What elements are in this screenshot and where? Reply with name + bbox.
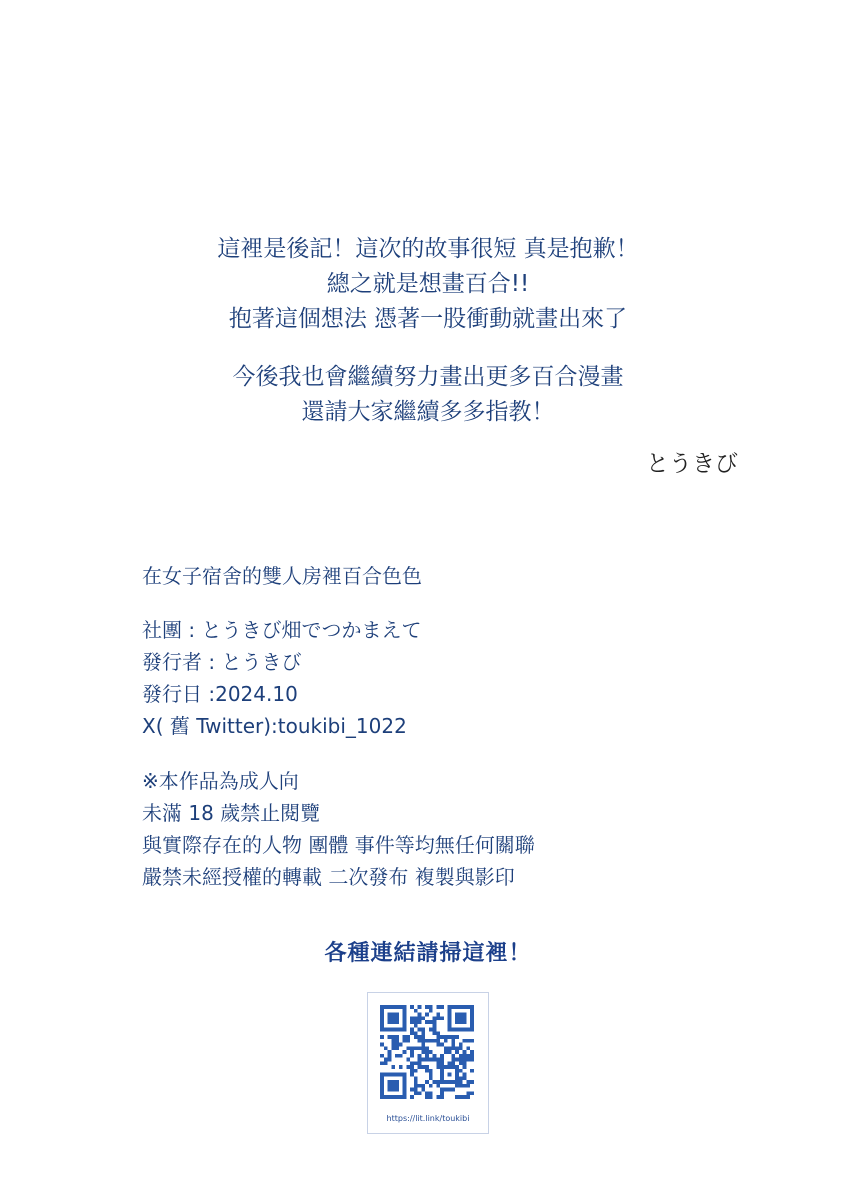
author-signature: とうきび	[646, 451, 738, 477]
publish-date: 發行日 :2024.10	[142, 682, 298, 706]
afterword-line: 抱著這個想法 憑著一股衝動就畫出來了	[228, 306, 628, 332]
notice-line: 與實際存在的人物 團體 事件等均無任何關聯	[142, 833, 535, 857]
afterword-line: 還請大家繼續多多指教！	[301, 399, 555, 425]
qr-code-icon	[380, 1005, 474, 1099]
notice-line: 嚴禁未經授權的轉載 二次發布 複製與影印	[142, 865, 515, 889]
publication-info	[142, 614, 762, 742]
circle-name: 社團 : とうきび畑でつかまえて	[142, 618, 422, 642]
afterword-line: 今後我也會繼續努力畫出更多百合漫畫	[232, 364, 624, 390]
twitter-handle: X( 舊 Twitter):toukibi_1022	[142, 714, 407, 738]
afterword-line: 總之就是想畫百合!!	[326, 271, 530, 297]
content-notices	[142, 765, 762, 893]
afterword-line: 這裡是後記！這次的故事很短 真是抱歉！	[217, 236, 639, 262]
colophon	[142, 560, 762, 916]
paragraph-gap	[0, 337, 856, 360]
links-heading: 各種連結請掃這裡！	[324, 941, 532, 966]
qr-code-card[interactable]	[367, 992, 489, 1134]
afterword-text	[0, 232, 856, 430]
notice-line: ※本作品為成人向	[142, 769, 299, 793]
book-title: 在女子宿舍的雙人房裡百合色色	[142, 564, 422, 588]
notice-line: 未滿 18 歲禁止閱覽	[142, 801, 321, 825]
publisher-name: 發行者 : とうきび	[142, 650, 302, 674]
qr-url: https://lit.link/toukibi	[386, 1114, 470, 1123]
